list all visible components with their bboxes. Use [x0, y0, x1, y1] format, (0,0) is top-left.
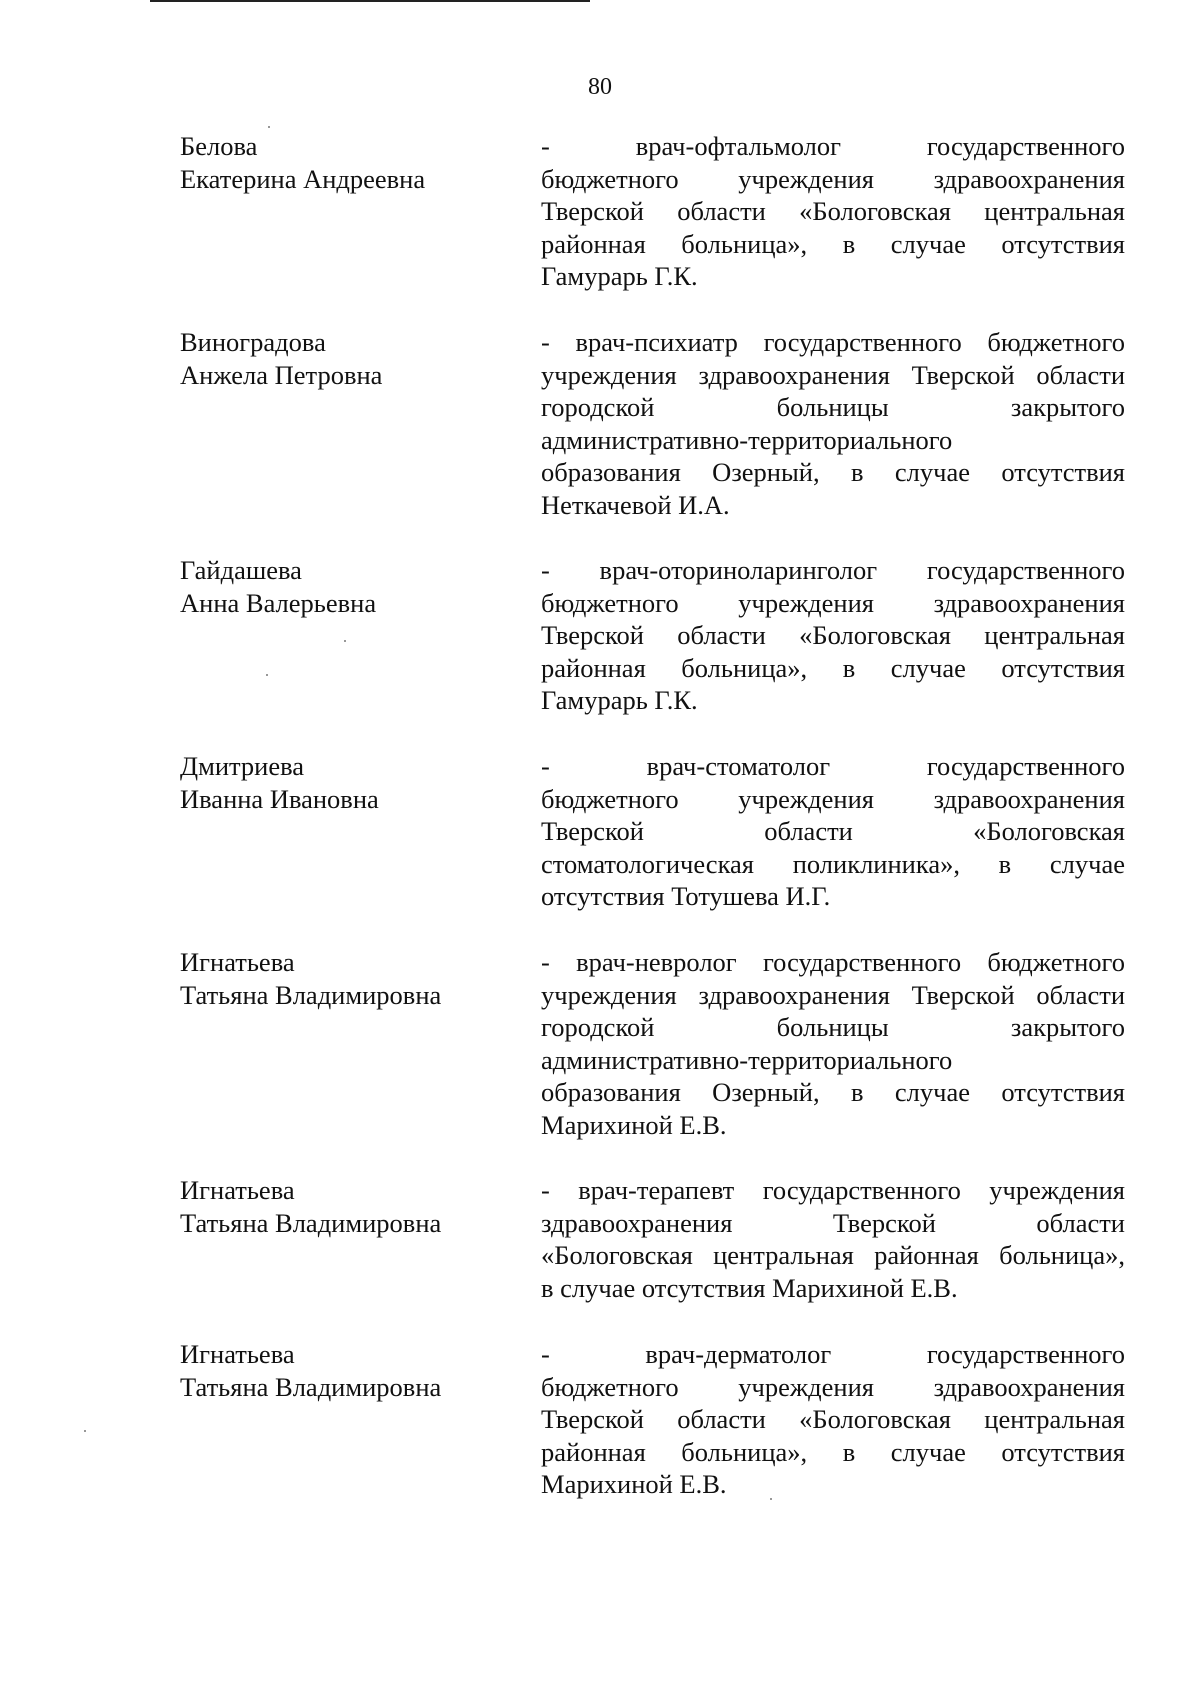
person-name [180, 750, 520, 815]
description-line: - врач-дерматолог государственного [541, 1339, 1125, 1369]
description-line: «Бологовская центральная районная больница», [541, 1240, 1125, 1271]
description-line: Гамурарь Г.К. [541, 685, 698, 716]
given-names: Татьяна Владимировна [180, 1207, 442, 1238]
description-line: Тверской области «Бологовская центральная [541, 1404, 1125, 1435]
scan-speck [770, 1498, 772, 1500]
description-line: образования Озерный, в случае отсутствия [541, 1077, 1125, 1108]
given-names: Татьяна Владимировна [180, 979, 442, 1010]
person-name [180, 1174, 520, 1239]
description-line: районная больница», в случае отсутствия [541, 652, 1125, 683]
description-line: Тверской области «Бологовская центральная [541, 196, 1125, 227]
description-line: административно-территориального [541, 424, 953, 455]
scan-speck [84, 1430, 86, 1432]
description-line: городской больницы закрытого [541, 392, 1125, 423]
description-line: - врач-оториноларинголог государственного [541, 555, 1125, 585]
page-number: 80 [588, 74, 612, 100]
person-name [180, 130, 520, 195]
position-description [541, 946, 1125, 1142]
surname: Игнатьева [180, 947, 295, 977]
description-line: бюджетного учреждения здравоохранения [541, 783, 1125, 814]
description-line: стоматологическая поликлиника», в случае [541, 848, 1125, 879]
description-line: образования Озерный, в случае отсутствия [541, 457, 1125, 488]
scan-speck [266, 674, 268, 676]
position-description [541, 1338, 1125, 1501]
given-names: Екатерина Андреевна [180, 163, 426, 194]
surname: Белова [180, 131, 258, 161]
description-line: в случае отсутствия Марихиной Е.В. [541, 1272, 958, 1303]
description-line: бюджетного учреждения здравоохранения [541, 1371, 1125, 1402]
scan-top-rule [150, 0, 590, 2]
description-line: городской больницы закрытого [541, 1012, 1125, 1043]
description-line: Гамурарь Г.К. [541, 261, 698, 292]
given-names: Татьяна Владимировна [180, 1371, 442, 1402]
description-line: - врач-психиатр государственного бюджетного [541, 327, 1125, 357]
description-line: Марихиной Е.В. [541, 1469, 727, 1500]
position-description [541, 750, 1125, 913]
scan-speck [344, 640, 346, 642]
position-description [541, 1174, 1125, 1304]
description-line: Тверской области «Бологовская [541, 816, 1125, 847]
description-line: административно-территориального [541, 1044, 953, 1075]
description-line: бюджетного учреждения здравоохранения [541, 163, 1125, 194]
description-line: районная больница», в случае отсутствия [541, 1436, 1125, 1467]
given-names: Анжела Петровна [180, 359, 383, 390]
position-description [541, 130, 1125, 293]
surname: Игнатьева [180, 1175, 295, 1205]
description-line: Марихиной Е.В. [541, 1109, 727, 1140]
given-names: Анна Валерьевна [180, 587, 377, 618]
position-description [541, 554, 1125, 717]
surname: Дмитриева [180, 751, 305, 781]
surname: Виноградова [180, 327, 326, 357]
person-name [180, 554, 520, 619]
description-line: учреждения здравоохранения Тверской области [541, 979, 1125, 1010]
surname: Гайдашева [180, 555, 302, 585]
person-name [180, 946, 520, 1011]
description-line: - врач-стоматолог государственного [541, 751, 1125, 781]
description-line: Тверской области «Бологовская центральная [541, 620, 1125, 651]
description-line: - врач-невролог государственного бюджетного [541, 947, 1125, 977]
description-line: районная больница», в случае отсутствия [541, 228, 1125, 259]
position-description [541, 326, 1125, 522]
given-names: Иванна Ивановна [180, 783, 379, 814]
description-line: учреждения здравоохранения Тверской области [541, 359, 1125, 390]
description-line: Неткачевой И.А. [541, 489, 730, 520]
description-line: бюджетного учреждения здравоохранения [541, 587, 1125, 618]
description-line: здравоохранения Тверской области [541, 1207, 1125, 1238]
description-line: - врач-терапевт государственного учреждения [541, 1175, 1125, 1205]
description-line: отсутствия Тотушева И.Г. [541, 881, 831, 912]
scan-speck [268, 126, 270, 128]
surname: Игнатьева [180, 1339, 295, 1369]
description-line: - врач-офтальмолог государственного [541, 131, 1125, 161]
person-name [180, 1338, 520, 1403]
person-name [180, 326, 520, 391]
